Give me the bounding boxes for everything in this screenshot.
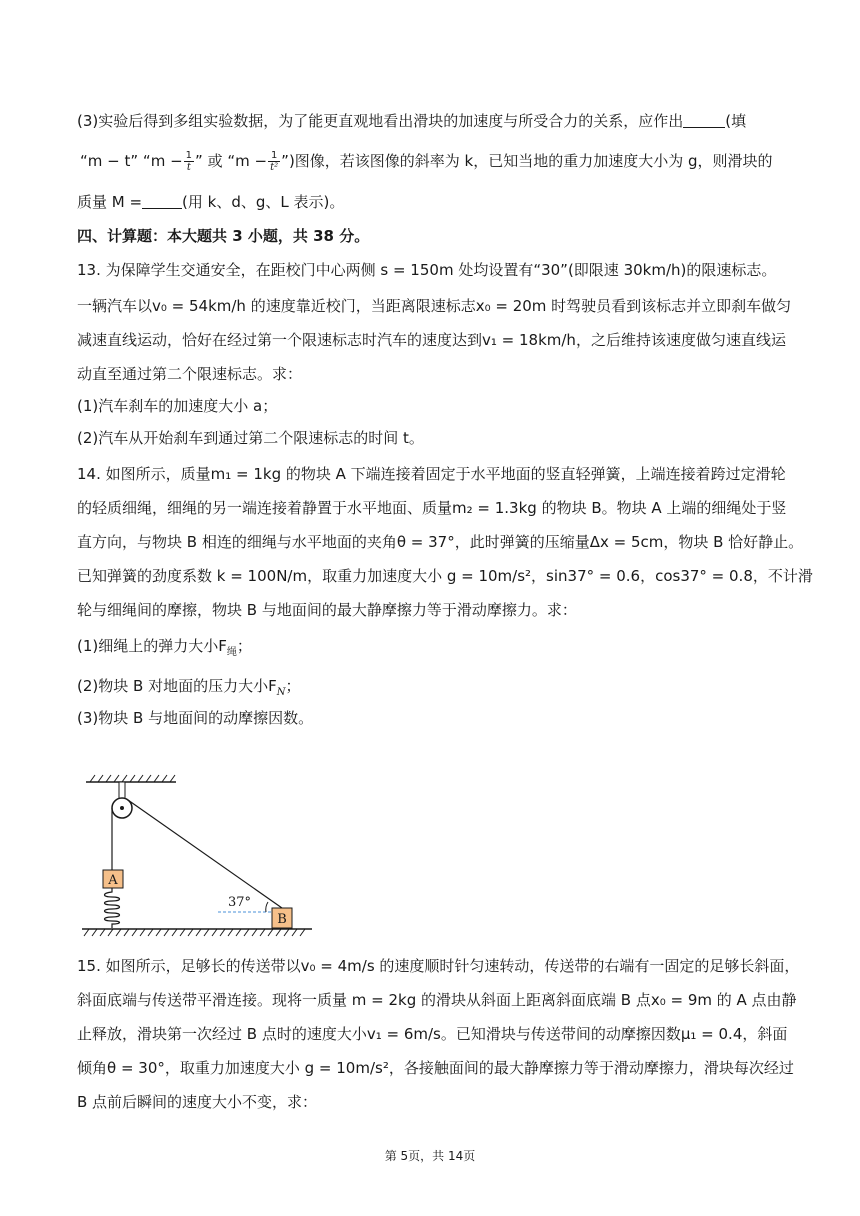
mass-hint: (用 k、d、g、L 表示)。 xyxy=(182,193,345,211)
q15-line: 倾角θ = 30°，取重力加速度大小 g = 10m/s²，各接触面间的最大静摩擦力等于滑动摩擦力，滑块每次经过 xyxy=(77,1059,794,1077)
answer-blank-2[interactable] xyxy=(142,194,182,209)
q13-line: 一辆汽车以v₀ = 54km/h 的速度靠近校门，当距离限速标志x₀ = 20m 时驾驶员看到该标志并立即刹车做匀 xyxy=(77,297,792,315)
q12-part3-line2 xyxy=(80,150,773,173)
option-m-t: “m − t” xyxy=(80,152,139,170)
q14-subq-2-sub: N xyxy=(276,687,286,698)
q12-part3-line1 xyxy=(77,111,746,131)
q15-line: 止释放，滑块第一次经过 B 点时的速度大小v₁ = 6m/s。已知滑块与传送带间的动摩擦因数μ₁ = 0.4，斜面 xyxy=(77,1025,788,1043)
block-b xyxy=(272,908,292,928)
q15-line: B 点前后瞬间的速度大小不变，求： xyxy=(77,1093,318,1111)
q13-line: 减速直线运动，恰好在经过第一个限速标志时汽车的速度达到v₁ = 18km/h，之后维持该速度做匀速直线运 xyxy=(77,331,786,349)
slanted-rope xyxy=(128,800,282,908)
block-a xyxy=(103,870,123,888)
ceiling xyxy=(86,775,176,782)
page-footer: 第 5页，共 14页 xyxy=(384,1149,476,1163)
option-m-1-over-t2-a: “m − xyxy=(227,152,268,170)
pulley-spring-diagram xyxy=(76,772,326,942)
angle-arc xyxy=(266,902,268,912)
option-m-1-over-t-b: ” xyxy=(195,152,203,170)
q14-subq-1-text: (1)细绳上的弹力大小F xyxy=(77,637,227,655)
q13-line: 动直至通过第二个限速标志。求： xyxy=(77,365,303,383)
angle-label: 37° xyxy=(228,895,252,910)
q14-subq-2 xyxy=(77,676,300,703)
block-b-label: B xyxy=(277,912,287,927)
option-m-1-over-t-a: “m − xyxy=(142,152,183,170)
q14-line: 轮与细绳间的摩擦，物块 B 与地面间的最大静摩擦力等于滑动摩擦力。求： xyxy=(77,601,577,619)
block-a-label: A xyxy=(108,873,118,888)
frac2-num: 1 xyxy=(268,150,280,162)
q14-subq-1-end: ； xyxy=(236,637,252,655)
fraction-1-over-t2 xyxy=(268,150,280,173)
q14-line: 的轻质细绳，细绳的另一端连接着静置于水平地面、质量m₂ = 1.3kg 的物块 B。物块 A 上端的细绳处于竖 xyxy=(77,499,787,517)
q15-line: 斜面底端与传送带平滑连接。现将一质量 m = 2kg 的滑块从斜面上距离斜面底端 B 点x₀ = 9m 的 A 点由静 xyxy=(77,991,797,1009)
q14-subq-1-sub: 绳 xyxy=(226,647,237,658)
or-word: 或 xyxy=(207,152,223,170)
q12-part3-text-a: (3)实验后得到多组实验数据，为了能更直观地看出滑块的加速度与所受合力的关系，应作出 xyxy=(77,112,684,130)
fraction-1-over-t xyxy=(184,150,194,173)
frac1-den: t xyxy=(186,162,191,173)
q15-line: 15. 如图所示，足够长的传送带以v₀ = 4m/s 的速度顺时针匀速转动，传送带的右端有一固定的足够长斜面， xyxy=(77,957,800,975)
q14-subq-2-end: ； xyxy=(285,677,301,695)
q14-subq-1 xyxy=(77,636,252,663)
answer-blank-1[interactable] xyxy=(683,113,725,128)
q14-line: 已知弹簧的劲度系数 k = 100N/m，取重力加速度大小 g = 10m/s²，sin37° = 0.6，cos37° = 0.8，不计滑 xyxy=(77,567,813,585)
q13-subq-2: (2)汽车从开始刹车到通过第二个限速标志的时间 t。 xyxy=(77,429,424,447)
q12-part3-line3 xyxy=(77,192,344,212)
ground xyxy=(82,929,312,936)
mass-label: 质量 M = xyxy=(77,193,143,211)
frac2-den: t² xyxy=(270,162,279,173)
q12-part3-line2-rest: )图像，若该图像的斜率为 k，已知当地的重力加速度大小为 g，则滑块的 xyxy=(288,152,773,170)
q13-line: 13. 为保障学生交通安全，在距校门中心两侧 s = 150m 处均设置有“30”(即限速 30km/h)的限速标志。 xyxy=(77,261,777,279)
q14-line: 14. 如图所示，质量m₁ = 1kg 的物块 A 下端连接着固定于水平地面的竖直轻弹簧，上端连接着跨过定滑轮 xyxy=(77,465,786,483)
q14-subq-2-text: (2)物块 B 对地面的压力大小F xyxy=(77,677,277,695)
q12-part3-text-b: (填 xyxy=(725,112,747,130)
section-heading: 四、计算题：本大题共 3 小题，共 38 分。 xyxy=(77,227,370,245)
q14-subq-3: (3)物块 B 与地面间的动摩擦因数。 xyxy=(77,709,314,727)
frac1-num: 1 xyxy=(185,150,193,161)
option-m-1-over-t2-b: ” xyxy=(281,152,289,170)
spring xyxy=(105,888,120,928)
q14-line: 直方向，与物块 B 相连的细绳与水平地面的夹角θ = 37°，此时弹簧的压缩量Δx = 5cm，物块 B 恰好静止。 xyxy=(77,533,804,551)
q13-subq-1: (1)汽车刹车的加速度大小 a； xyxy=(77,397,278,415)
